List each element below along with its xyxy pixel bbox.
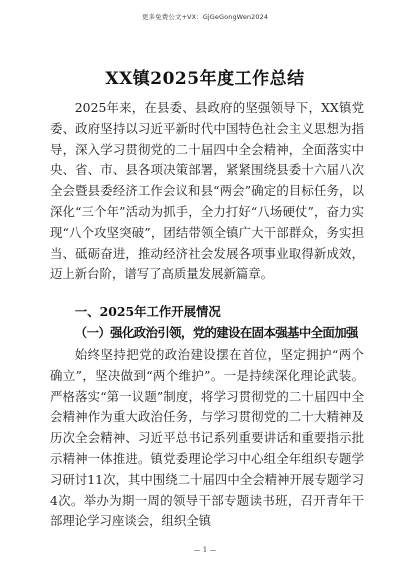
body-paragraph-2: 始终坚持把党的政治建设摆在首位，坚定拥护“两个确立”，坚决做到“两个维护”。一是持续深化理论武装。严格落实“第一议题”制度，将学习贯彻党的二十届四中全会精神作为重大政治任务，与学习贯彻党的二十大精神及历次全会精神、习近平总书记系列重要讲话和重要指示批示精神一体推进。镇党委理论学习中心组全年组织专题学习研讨11次，其中围绕二十届四中全会精神开展专题学习4次。举办为期一周的领导干部专题读书班，召开青年干部理论学习座谈会，组织全镇 xyxy=(50,347,364,529)
page-number: — 1 — xyxy=(193,546,217,554)
subsection-heading-1: （一）强化政治引领，党的建设在固本强基中全面加强 xyxy=(74,325,358,340)
section-heading-1: 一、2025年工作开展情况 xyxy=(74,304,221,319)
header-note: 更多免费公文+VX：GjGeGongWen2024 xyxy=(141,13,269,21)
body-paragraph-1: 2025年来，在县委、县政府的坚强领导下，XX镇党委、政府坚持以习近平新时代中国特色社会主义思想为指导，深入学习贯彻党的二十届四中全会精神，全面落实中央、省、市、县各项决策部署，紧紧围绕县委十六届八次全会暨县委经济工作会议和县“两会”确定的目标任务，以深化“三个年”活动为抓手，全力打好“八场硬仗”，奋力实现“八个攻坚突破”，团结带领全镇广大干部群众，务实担当、砥砺奋进，推动经济社会发展各项事业取得新成效，迈上新台阶，谱写了高质量发展新篇章。 xyxy=(50,100,364,282)
document-title: XX镇2025年度工作总结 xyxy=(105,69,305,89)
